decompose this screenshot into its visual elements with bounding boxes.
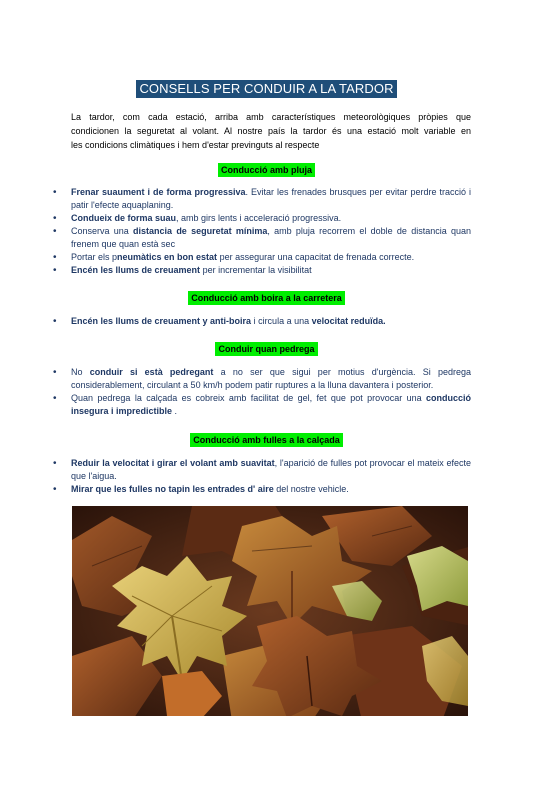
bullet-list-fulles [53, 457, 471, 496]
autumn-leaves-photo [72, 506, 468, 716]
item-text: Conserva una [71, 226, 134, 236]
item-text: per incrementar la visibilitat [200, 265, 312, 275]
bold-text: conducció insegura i impredictible [71, 393, 471, 416]
bullet-list-pluja [53, 186, 471, 277]
bold-text: Encén les llums de creuament [71, 265, 201, 275]
item-text: . [172, 406, 178, 416]
bold-text: distancia de seguretat mínima [133, 226, 268, 236]
list-item [53, 186, 471, 212]
bullet-list-boira [53, 315, 471, 328]
section-heading-boira [0, 288, 533, 306]
intro-line: condicionen la seguretat al volant. Al nostre país la tardor és una estació molt variable en [71, 126, 471, 136]
list-item [53, 251, 471, 264]
bold-text: Mirar que les fulles no tapin les entrades d' aire [71, 484, 274, 494]
item-text: , amb pluja recorrem el doble de distancia quan frenem que quan està sec [71, 226, 471, 249]
section-heading: Conducció amb pluja [218, 163, 315, 177]
item-text: del nostre vehicle. [273, 484, 349, 494]
section-heading: Conducció amb fulles a la calçada [190, 433, 343, 447]
bold-text: Condueix de forma suau [71, 213, 177, 223]
section-heading: Conduir quan pedrega [215, 342, 317, 356]
section-heading-fulles [0, 430, 533, 448]
list-item [53, 315, 471, 328]
list-item [53, 392, 471, 418]
intro-paragraph [71, 110, 471, 152]
item-text: i circula a una [251, 316, 312, 326]
list-item [53, 264, 471, 277]
section-heading-pedrega [0, 339, 533, 357]
list-item [53, 483, 471, 496]
bold-text: velocitat reduïda. [311, 316, 386, 326]
bold-text: Reduir la velocitat i girar el volant amb suavitat [71, 458, 275, 468]
item-text: per assegurar una capacitat de frenada correcte. [217, 252, 415, 262]
section-heading-pluja [0, 160, 533, 178]
item-text: No [71, 367, 90, 377]
list-item [53, 366, 471, 392]
bold-text: conduir si està pedregant [89, 367, 214, 377]
item-text: . Evitar les frenades brusques per evitar perdre tracció i patir l'efecte aquaplaning. [71, 187, 471, 210]
page-title: CONSELLS PER CONDUIR A LA TARDOR [136, 80, 396, 98]
list-item [53, 457, 471, 483]
bold-text: Encén les llums de creuament y anti-boira [71, 316, 252, 326]
list-item [53, 212, 471, 225]
item-text: Portar els p [71, 252, 118, 262]
item-text: , l'aparició de fulles pot provocar el mateix efecte que l'aigua. [71, 458, 471, 481]
title-wrap [0, 80, 533, 98]
intro-line: les condicions climàtiques i hem d'estar previnguts al respecte [71, 140, 320, 150]
item-text: , amb girs lents i acceleració progressiva. [176, 213, 342, 223]
bullet-list-pedrega [53, 366, 471, 418]
bold-text: neumàtics en bon estat [117, 252, 218, 262]
list-item [53, 225, 471, 251]
item-text: a no ser que sigui per motius d'urgència. Si pedrega considerablement, circulant a 50 km/h podem patir ruptures a la lluna davantera i posterior. [71, 367, 471, 390]
item-text: Quan pedrega la calçada es cobreix amb facilitat de gel, fet que pot provocar una [71, 393, 426, 403]
intro-line: La tardor, com cada estació, arriba amb característiques meteorològiques pròpies que [71, 112, 471, 122]
section-heading: Conducció amb boira a la carretera [188, 291, 345, 305]
bold-text: Frenar suaument i de forma progressiva [71, 187, 246, 197]
